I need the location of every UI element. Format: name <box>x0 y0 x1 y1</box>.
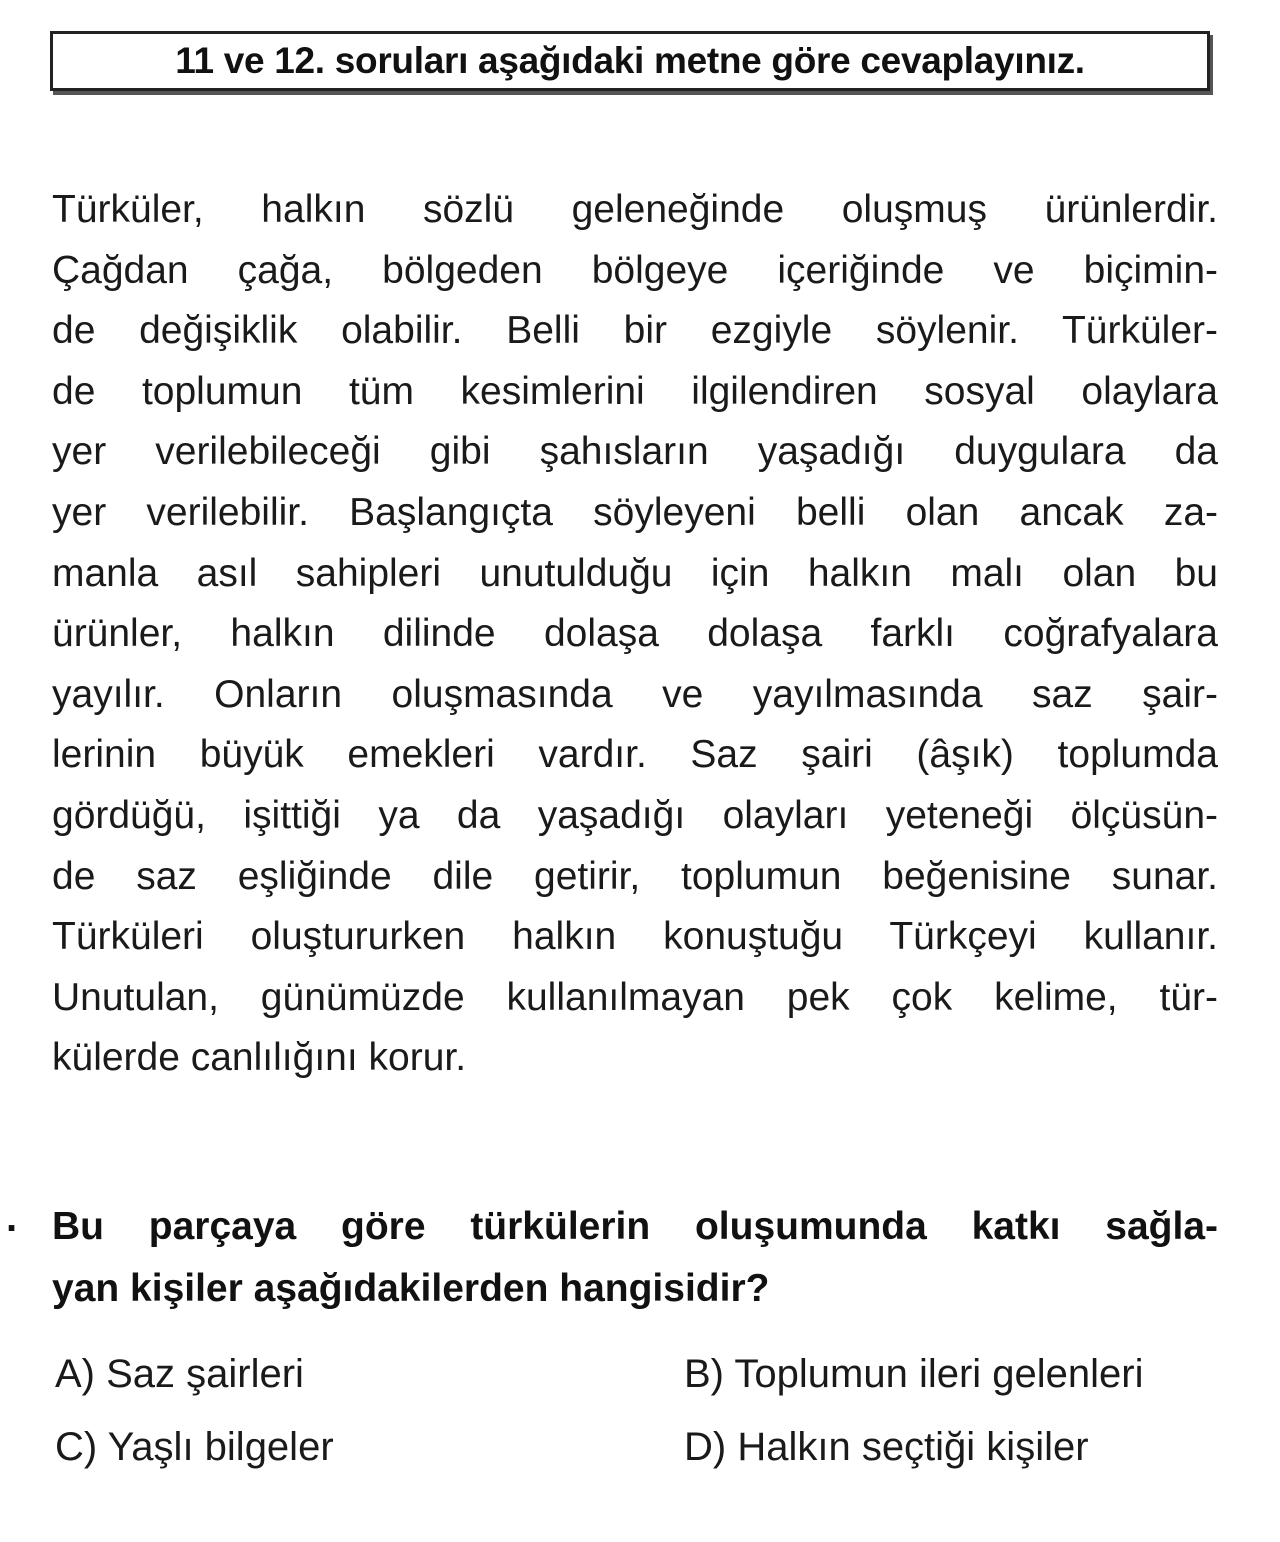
passage-line: Türküleri oluştururken halkın konuştuğu Türkçeyi kullanır. <box>52 915 1218 959</box>
passage-line: lerinin büyük emekleri vardır. Saz şairi (âşık) toplumda <box>52 733 1218 777</box>
question-line: yan kişiler aşağıdakilerden hangisidir? <box>52 1267 770 1310</box>
reading-passage <box>52 180 1218 1089</box>
passage-line: gördüğü, işittiği ya da yaşadığı olayları yeteneği ölçüsün- <box>52 793 1218 837</box>
passage-line: de değişiklik olabilir. Belli bir ezgiyle söylenir. Türküler- <box>52 309 1218 353</box>
passage-line: yer verilebileceği gibi şahısların yaşadığı duygulara da <box>52 430 1218 474</box>
passage-line: külerde canlılığını korur. <box>52 1036 467 1080</box>
passage-line: Unutulan, günümüzde kullanılmayan pek çok kelime, tür- <box>52 975 1218 1019</box>
passage-line: manla asıl sahipleri unutulduğu için halkın malı olan bu <box>52 551 1218 595</box>
option-d[interactable]: D) Halkın seçtiği kişiler <box>684 1425 1089 1469</box>
instruction-title: 11 ve 12. soruları aşağıdaki metne göre cevaplayınız. <box>175 40 1085 81</box>
passage-line: de toplumun tüm kesimlerini ilgilendiren sosyal olaylara <box>52 369 1218 413</box>
question-number-mark: . <box>6 1196 18 1240</box>
passage-line: yer verilebilir. Başlangıçta söyleyeni belli olan ancak za- <box>52 490 1218 534</box>
instruction-box <box>50 31 1210 91</box>
option-b[interactable]: B) Toplumun ileri gelenleri <box>684 1352 1144 1396</box>
passage-line: Türküler, halkın sözlü geleneğinde oluşmuş ürünlerdir. <box>52 188 1218 231</box>
passage-line: Çağdan çağa, bölgeden bölgeye içeriğinde ve biçimin- <box>52 248 1218 292</box>
question-line: Bu parçaya göre türkülerin oluşumunda katkı sağla- <box>52 1205 1218 1248</box>
question-stem <box>52 1196 1218 1320</box>
passage-line: yayılır. Onların oluşmasında ve yayılmasında saz şair- <box>52 672 1218 716</box>
option-c[interactable]: C) Yaşlı bilgeler <box>55 1425 334 1469</box>
passage-line: de saz eşliğinde dile getirir, toplumun beğenisine sunar. <box>52 854 1218 898</box>
passage-line: ürünler, halkın dilinde dolaşa dolaşa farklı coğrafyalara <box>52 612 1218 656</box>
option-a[interactable]: A) Saz şairleri <box>55 1352 304 1396</box>
